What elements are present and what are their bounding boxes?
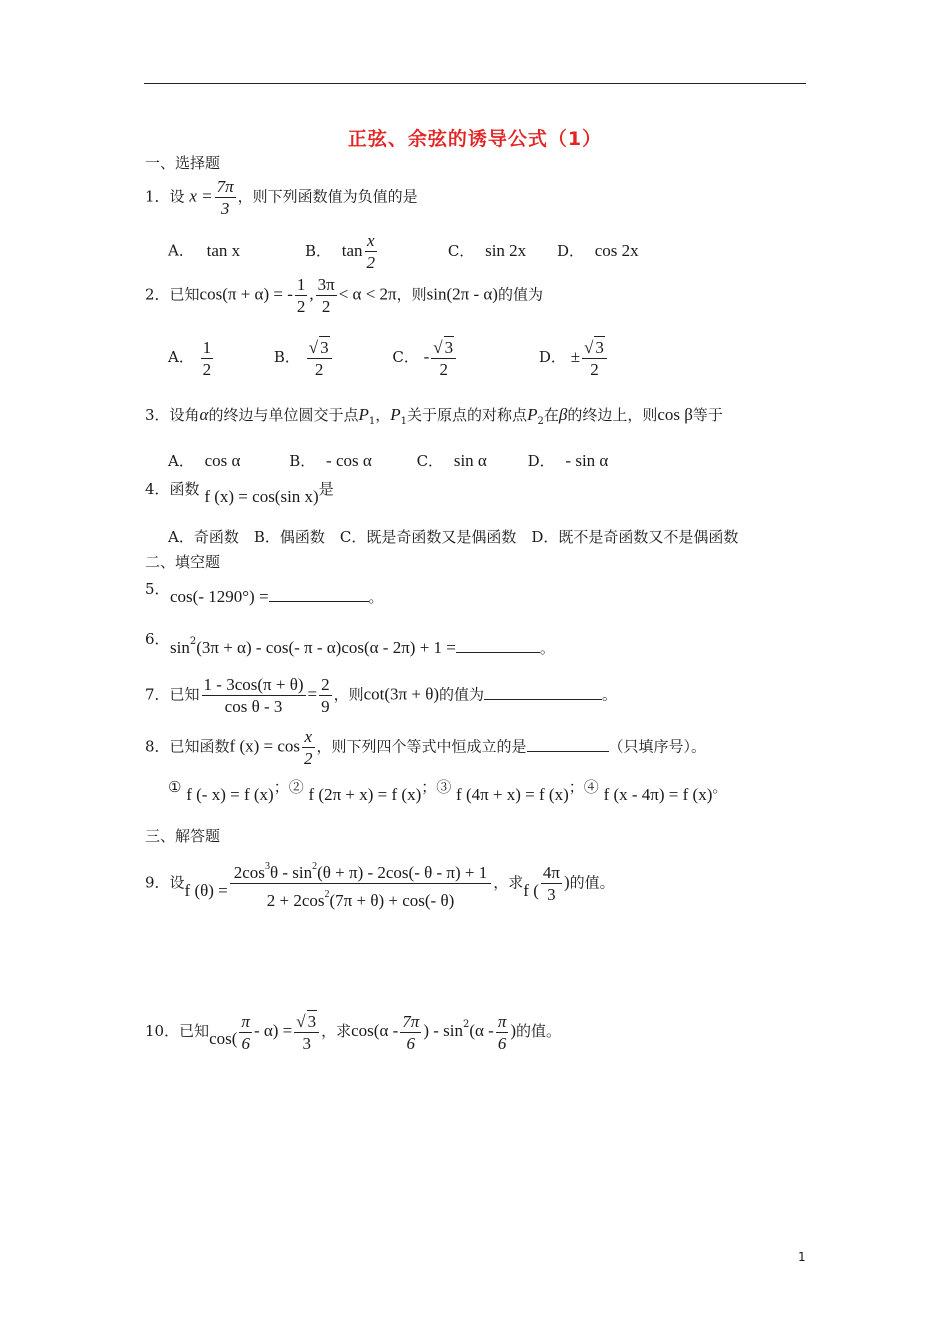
q10-cos-rest: - α) = — [253, 1021, 293, 1040]
q1-option-d-label: D． — [556, 241, 584, 260]
q9-number: 9．设 — [145, 873, 185, 892]
q9-f: f ( — [523, 880, 539, 900]
q3-option-b-label: B． — [289, 452, 316, 470]
q3-option-c: sin α — [453, 451, 487, 470]
question-8 — [145, 726, 706, 769]
q3-point-p1: P — [358, 405, 369, 424]
q2-option-c-sign: - — [423, 347, 430, 366]
q5-expression: cos(- 1290°) = — [170, 587, 269, 606]
q3-beta: β — [558, 405, 568, 424]
q8-item-1-mark: ① — [168, 778, 182, 796]
page-number: 1 — [798, 1250, 806, 1264]
q8-item-2-mark: ；② — [273, 778, 304, 796]
q7-fraction: $\frac{1 - 3\cos(\pi + \theta)}{\text{cos θ - 3}}$ — [203, 675, 304, 716]
q7-end: 。 — [602, 685, 618, 704]
q6-number: 6． — [145, 630, 170, 648]
section-heading-solve: 三、解答题 — [145, 827, 221, 845]
q1-option-a: tan x — [206, 240, 241, 260]
q10-cos: cos( — [209, 1029, 238, 1048]
q1-option-b-fraction: $\frac{x}{2}$ — [366, 231, 376, 272]
q10-text-2: 的值。 — [516, 1022, 562, 1040]
q3-p2-subscript: 2 — [537, 416, 544, 427]
q5-answer-blank[interactable] — [269, 601, 369, 602]
q2-option-a-label: A． — [168, 348, 194, 366]
q1-option-b: tan — [341, 240, 363, 260]
q10-seven-pi-over-six: $\frac{7\pi}{6}$ — [402, 1011, 420, 1053]
question-2 — [145, 274, 543, 317]
q5-end: 。 — [368, 588, 384, 606]
q1-text: ，则下列函数值为负值的是 — [237, 187, 418, 206]
q2-option-d: $\frac{√ 3}{2}$ — [582, 336, 607, 380]
q8-text-1: ，则下列四个等式中恒成立的是 — [316, 737, 527, 756]
q7-text-1: ，则 — [333, 685, 364, 704]
q9-lhs: f (θ) = — [184, 880, 228, 900]
q5-body — [170, 586, 384, 607]
question-4 — [145, 478, 334, 506]
q1-fraction: $\frac{7\pi}{3}$ — [216, 177, 234, 218]
q7-expression: cot(3π + θ) — [363, 684, 440, 704]
q1-option-b-label: B． — [304, 241, 331, 260]
q8-fraction: $\frac{x}{2}$ — [304, 727, 313, 768]
q3-text-4: 的终边上，则 — [567, 406, 658, 424]
q2-option-b: $\frac{√ 3}{2}$ — [307, 336, 332, 380]
q9-text-1: ，求 — [493, 873, 524, 892]
q3-point-p1b: P — [390, 405, 401, 424]
q3-comma: ， — [375, 406, 391, 424]
q8-end: 。 — [712, 778, 728, 796]
q9-close: ) — [563, 872, 570, 892]
q10-root3-over-3: $\frac{√ 3}{3}$ — [294, 1010, 319, 1054]
q3-text-3: 在 — [543, 406, 559, 424]
q8-item-1: f (- x) = f (x) — [186, 785, 274, 804]
q1-options — [168, 230, 639, 273]
q2-number: 2．已知 — [145, 285, 200, 304]
q1-option-c-label: C． — [447, 241, 475, 260]
q6-square: 2 — [189, 636, 197, 647]
q7-ratio: $\frac{2}{9}$ — [321, 675, 330, 716]
q8-text-2: （只填序号）。 — [608, 737, 707, 756]
q10-pi-over-six-2: $\frac{\pi}{6}$ — [497, 1011, 507, 1053]
q4-number: 4．函数 — [145, 480, 200, 498]
q1-lhs: x = — [189, 186, 213, 206]
q8-number: 8．已知函数 — [145, 737, 230, 756]
q2-three-pi-over-two: $\frac{3\pi}{2}$ — [317, 275, 335, 316]
q2-option-c-label: C． — [392, 348, 419, 366]
q3-option-c-label: C． — [416, 452, 444, 470]
q8-answer-blank[interactable] — [527, 751, 609, 752]
q3-p1-subscript: 1 — [368, 416, 376, 427]
q10-square: 2 — [462, 1019, 470, 1030]
q8-item-2: f (2π + x) = f (x) — [308, 785, 422, 804]
q7-text-2: 的值为 — [439, 685, 485, 704]
q10-expr-d: ) — [510, 1021, 517, 1040]
q6-expression: (3π + α) - cos(- π - α)cos(α - 2π) + 1 = — [196, 638, 456, 657]
question-3 — [145, 404, 723, 427]
q3-point-p2: P — [527, 405, 538, 424]
q10-text-1: ，求 — [321, 1022, 352, 1040]
q4-text: 是 — [318, 480, 334, 498]
q7-equals: = — [307, 684, 318, 704]
q3-option-d-label: D． — [527, 452, 555, 470]
q3-cos-beta: cos β — [657, 405, 693, 424]
q8-item-4: f (x - 4π) = f (x) — [603, 785, 713, 804]
question-5 — [145, 578, 170, 599]
q3-text-2: 关于原点的对称点 — [407, 406, 528, 424]
q8-item-3-mark: ；③ — [421, 778, 452, 796]
q8-item-3: f (4π + x) = f (x) — [456, 785, 569, 804]
q2-option-d-label: D． — [538, 348, 566, 366]
q3-option-b: - cos α — [326, 451, 372, 470]
q3-option-a: cos α — [204, 451, 241, 470]
q8-item-4-mark: ；④ — [568, 778, 599, 796]
q2-condition-b: < α < 2π — [338, 284, 397, 304]
q3-option-a-label: A． — [168, 452, 194, 470]
q2-option-b-label: B． — [273, 348, 300, 366]
q1-option-a-label: A． — [168, 241, 194, 260]
q5-number: 5． — [145, 580, 170, 598]
q2-expression: sin(2π - α) — [426, 284, 498, 304]
q1-option-c: sin 2x — [485, 240, 527, 260]
q3-option-d: - sin α — [565, 451, 609, 470]
q1-number: 1．设 — [145, 187, 185, 206]
q4-options: A．奇函数 B．偶函数 C．既是奇函数又是偶函数 D．既不是奇函数又不是偶函数 — [168, 528, 739, 546]
q4-expression: f (x) = cos(sin x) — [204, 487, 319, 506]
q2-option-c: $\frac{√ 3}{2}$ — [431, 336, 456, 380]
q2-options — [168, 336, 609, 380]
q9-fraction: $\frac{2\cos^3\theta - \sin^2(\theta + \pi) - 2\cos(- \theta - \pi) + 1}{2 + 2\cos^2(7\pi + \theta) + \cos(- \theta)}$ — [230, 856, 492, 911]
q2-option-d-sign: ± — [570, 347, 581, 366]
q7-answer-blank[interactable] — [484, 699, 602, 700]
q6-answer-blank[interactable] — [456, 652, 540, 653]
question-9 — [145, 856, 615, 911]
q6-body — [170, 636, 555, 658]
q10-number: 10．已知 — [145, 1022, 210, 1040]
q2-half: $\frac{1}{2}$ — [296, 275, 306, 316]
q2-text-1: ，则 — [396, 285, 427, 304]
q2-option-a: $\frac{1}{2}$ — [202, 337, 212, 379]
q3-p1b-subscript: 1 — [400, 416, 408, 427]
q3-options — [168, 450, 608, 471]
q2-comma: , — [309, 284, 314, 304]
q10-expr-c: (α - — [469, 1021, 494, 1040]
section-heading-fill: 二、填空题 — [145, 553, 221, 571]
header-rule — [144, 83, 806, 84]
q6-sin: sin — [170, 638, 190, 657]
q10-expr-a: cos(α - — [351, 1021, 399, 1040]
q7-number: 7．已知 — [145, 685, 200, 704]
q6-end: 。 — [539, 639, 555, 657]
q3-number: 3．设角 — [145, 406, 200, 424]
q8-items — [168, 776, 728, 804]
q2-text-2: 的值为 — [497, 285, 543, 304]
q10-expr-b: ) - sin — [423, 1021, 463, 1040]
question-10 — [145, 1010, 561, 1054]
page-title: 正弦、余弦的诱导公式（1） — [347, 128, 603, 150]
q1-option-d: cos 2x — [594, 240, 639, 260]
question-1 — [145, 176, 418, 219]
question-7 — [145, 674, 617, 717]
q3-text-5: 等于 — [692, 406, 723, 424]
q2-condition-a: cos(π + α) = - — [199, 284, 293, 304]
q3-text-1: 的终边与单位圆交于点 — [208, 406, 359, 424]
question-6 — [145, 628, 170, 649]
q8-expression: f (x) = cos — [229, 736, 301, 756]
q10-pi-over-six: $\frac{\pi}{6}$ — [241, 1011, 250, 1053]
section-heading-choice: 一、选择题 — [145, 154, 221, 172]
q9-text-2: 的值。 — [569, 873, 615, 892]
q3-alpha: α — [199, 405, 209, 424]
q9-argument: $\frac{4\pi}{3}$ — [542, 863, 560, 904]
